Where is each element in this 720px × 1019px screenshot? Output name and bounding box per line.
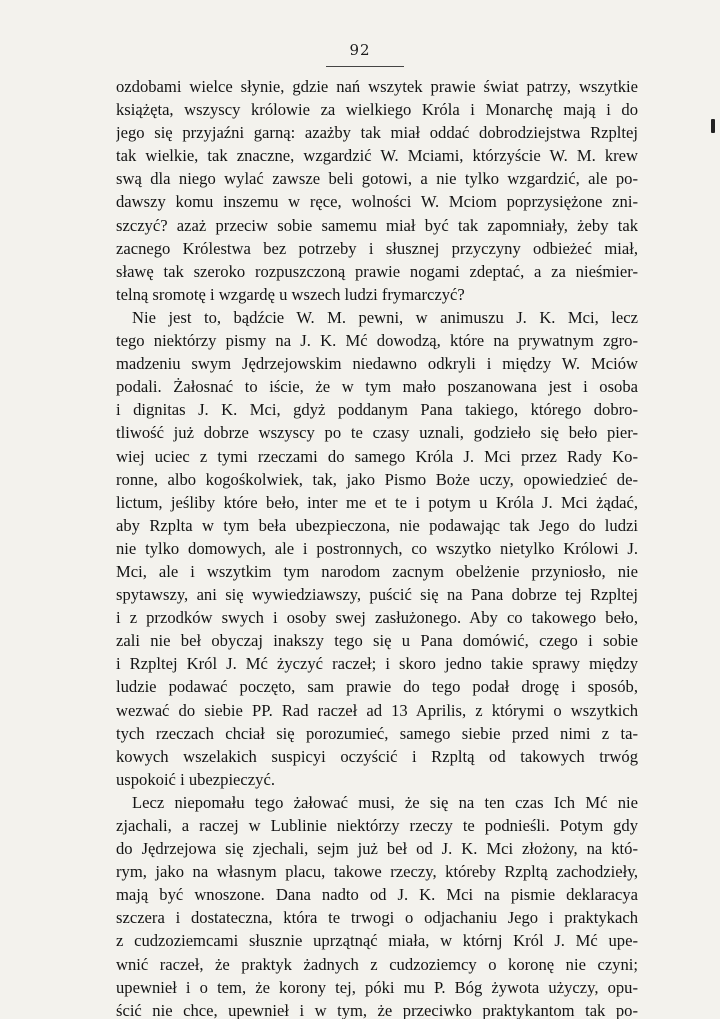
text-line: zali nie beł obyczaj inakszy tego się u Pana domówić, czego i sobie bbox=[116, 631, 638, 651]
text-line: ronne, albo kogośkolwiek, tak, jako Pismo Boże uczy, opowiedzieć de- bbox=[116, 469, 638, 489]
text-line: zjachali, a raczej w Lublinie niektórzy rzeczy te podnieśli. Potym gdy bbox=[116, 816, 638, 835]
text-line: ozdobami wielce słynie, gdzie nań wszytek prawie świat patrzy, wszytkie bbox=[116, 77, 638, 96]
text-line: tliwość już dobrze wszyscy po te czasy uznali, godzieło się beło pier- bbox=[116, 423, 638, 443]
text-line: i Rzpltej Król J. Mć życzyć raczeł; i skoro jedno takie sprawy między bbox=[116, 654, 638, 674]
text-line: tych rzeczach chciał się porozumieć, samego siebie przed nimi z ta- bbox=[116, 723, 638, 743]
text-line: sławę tak szeroko rozpuszczoną prawie nogami zdeptać, a za nieśmier- bbox=[116, 261, 638, 281]
text-line: Mci, ale i wszytkim tym narodom zacnym obelżenie przyniosło, nie bbox=[116, 561, 638, 581]
text-line: dawszy komu inszemu w ręce, wolności W. Mciom poprzysiężone zni- bbox=[116, 192, 638, 212]
text-line: nie tylko domowych, ale i postronnych, co wszytko nietylko Królowi J. bbox=[116, 538, 638, 558]
body-text bbox=[116, 75, 638, 1019]
text-line: upewnieł i o tem, że korony tej, póki mu P. Bóg żywota użyczy, opu- bbox=[116, 977, 638, 997]
text-line: szczyć? azaż przeciw sobie samemu miał być tak zapomniały, żeby tak bbox=[116, 215, 638, 235]
text-line: tak wielkie, tak znaczne, wzgardzić W. Mciami, którzyście W. M. krew bbox=[116, 146, 638, 166]
text-line: wnić raczeł, że praktyk żadnych z cudzoziemcy o koronę nie czyni; bbox=[116, 954, 638, 974]
text-line: i dignitas J. K. Mci, gdyż poddanym Pana takiego, którego dobro- bbox=[116, 400, 638, 420]
text-line: telną sromotę i wzgardę u wszech ludzi frymarczyć? bbox=[116, 284, 465, 304]
text-line: wiej uciec z tymi rzeczami do samego Króla J. Mci przez Rady Ko- bbox=[116, 446, 638, 466]
text-line: z cudzoziemcami słusznie uprzątnąć miała, w którnj Król J. Mć upe- bbox=[116, 931, 638, 951]
page-number: 92 bbox=[349, 41, 371, 59]
text-line: i z przodków swych i osoby swej zasłużonego. Aby co takowego beło, bbox=[116, 608, 638, 628]
text-line: jego się przyjaźni garną: azażby tak miał oddać dobrodziejstwa Rzpltej bbox=[116, 123, 638, 143]
text-line: rym, jako na własnym placu, takowe rzeczy, któreby Rzpltą zachodziełу, bbox=[116, 862, 638, 882]
text-line: podali. Żałosnać to iście, że w tym mało poszanowana jest i osoba bbox=[116, 377, 638, 397]
text-line: mają być wnoszone. Dana nadto od J. K. Mci na pismie deklaracya bbox=[116, 885, 638, 905]
text-line: do Jędrzejowa się zjechali, sejm już beł od J. K. Mci złożony, na któ- bbox=[116, 839, 638, 859]
text-line: swą dla niego wylać zawsze beli gotowi, a nie tylko wzgardzić, ale po- bbox=[116, 169, 638, 189]
text-line: aby Rzplta w tym beła ubezpieczona, nie podawając tak Jego do ludzi bbox=[116, 515, 638, 535]
margin-mark bbox=[711, 119, 715, 133]
text-line: tego niektórzy pismy na J. K. Mć dowodzą, które na prywatnym zgro- bbox=[116, 331, 638, 351]
text-line: uspokoić i ubezpieczyć. bbox=[116, 769, 275, 789]
text-line: ścić nie chce, upewnieł i w tym, że przeciwko praktykantom tak po- bbox=[116, 1000, 638, 1019]
text-line: madzeniu swym Jędrzejowskim niedawno odkryli i między W. Mciów bbox=[116, 354, 638, 374]
paragraph-start-line: Lecz niepomału tego żałować musi, że się na ten czas Ich Mć nie bbox=[132, 792, 638, 812]
header-rule bbox=[326, 66, 404, 67]
paragraph-start-line: Nie jest to, bądźcie W. M. pewni, w animuszu J. K. Mci, lecz bbox=[132, 307, 638, 327]
text-line: kowych wszelakich suspicyi oczyścić i Rzpltą od takowych trwóg bbox=[116, 746, 638, 766]
text-line: ludzie podawać poczęto, sam prawie do tego podał drogę i sposób, bbox=[116, 677, 638, 697]
text-line: zacnego Królestwa bez potrzeby i słusznej przyczyny odbieżeć miał, bbox=[116, 238, 638, 258]
text-line: wezwać do siebie PP. Rad raczeł ad 13 Aprilis, z którymi o wszytkich bbox=[116, 700, 638, 720]
text-line: książęta, wszyscy królowie za wielkiego Króla i Monarchę mają i do bbox=[116, 100, 638, 120]
text-line: szczera i dostateczna, która te trwogi o odjachaniu Jego i praktykach bbox=[116, 908, 638, 928]
text-line: lictum, jeśliby które beło, inter me et te i potym u Króla J. Mci żądać, bbox=[116, 492, 638, 512]
text-line: spytawszy, ani się wywiedziawszy, puścić się na Pana dobrze tej Rzpltej bbox=[116, 585, 638, 605]
